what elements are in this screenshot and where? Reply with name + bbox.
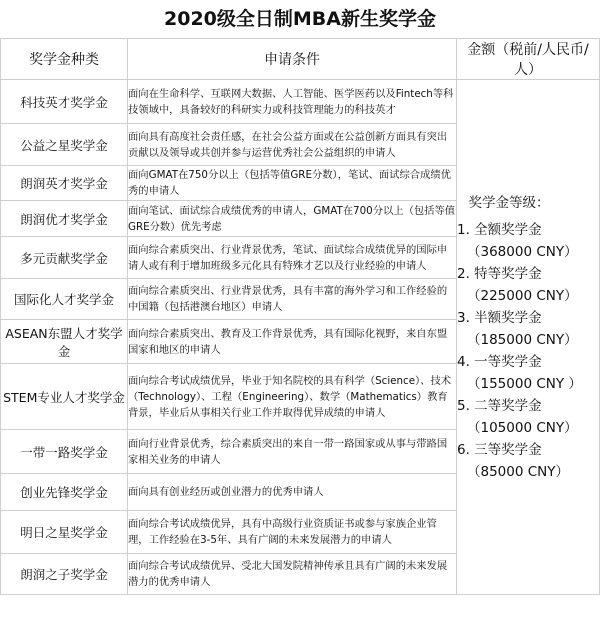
- scholarship-table: [0, 38, 600, 595]
- page-title: 2020级全日制MBA新生奖学金: [164, 8, 436, 30]
- header-row: [1, 39, 600, 80]
- level-item: [457, 439, 599, 483]
- scholarship-name: 创业先锋奖学金: [1, 474, 128, 511]
- level-value: （185000 CNY）: [467, 332, 578, 348]
- scholarship-condition: 面向行业背景优秀，综合素质突出的来自一带一路国家或从事与带路国家相关业务的申请人: [128, 430, 457, 474]
- level-item: [457, 219, 599, 263]
- scholarship-condition: 面向综合素质突出、行业背景优秀，笔试、面试综合成绩优异的国际申请人或有利于增加班级多元化具有特殊才艺以及行业经验的申请人: [128, 237, 457, 279]
- scholarship-condition: 面向笔试、面试综合成绩优秀的申请人，GMAT在700分以上（包括等值GRE分数）优先考虑: [128, 201, 457, 237]
- header-amount: 金额（税前/人民币/人）: [457, 39, 600, 80]
- scholarship-name: 多元贡献奖学金: [1, 237, 128, 279]
- scholarship-name: 明日之星奖学金: [1, 511, 128, 554]
- level-value: （155000 CNY ）: [467, 376, 582, 392]
- level-name: 5. 二等奖学金: [457, 398, 542, 414]
- scholarship-condition: 面向综合素质突出、行业背景优秀，具有丰富的海外学习和工作经验的中国籍（包括港澳台地区）申请人: [128, 279, 457, 320]
- scholarship-name: ASEAN东盟人才奖学金: [1, 320, 128, 364]
- level-value: （368000 CNY）: [467, 244, 578, 260]
- scholarship-condition: 面向GMAT在750分以上（包括等值GRE分数），笔试、面试综合成绩优秀的申请人: [128, 166, 457, 201]
- header-conditions: 申请条件: [128, 39, 457, 80]
- scholarship-name: 朗润英才奖学金: [1, 166, 128, 201]
- level-name: 2. 特等奖学金: [457, 266, 542, 282]
- level-name: 3. 半额奖学金: [457, 310, 542, 326]
- scholarship-condition: 面向综合考试成绩优异，具有中高级行业资质证书或参与家族企业管理，工作经验在3-5年、具有广阔的未来发展潜力的申请人: [128, 511, 457, 554]
- levels-heading: 奖学金等级：: [468, 195, 550, 211]
- scholarship-condition: 面向综合素质突出、教育及工作背景优秀，具有国际化视野，来自东盟国家和地区的申请人: [128, 320, 457, 364]
- level-value: （85000 CNY）: [467, 464, 570, 480]
- level-item: [457, 395, 599, 439]
- scholarship-name: 国际化人才奖学金: [1, 279, 128, 320]
- scholarship-name: 朗润之子奖学金: [1, 554, 128, 595]
- table-row: [1, 80, 600, 124]
- scholarship-name: 一带一路奖学金: [1, 430, 128, 474]
- level-name: 4. 一等奖学金: [457, 354, 542, 370]
- level-name: 6. 三等奖学金: [457, 442, 542, 458]
- scholarship-name: 科技英才奖学金: [1, 80, 128, 124]
- level-value: （105000 CNY）: [467, 420, 578, 436]
- scholarship-condition: 面向具有高度社会责任感，在社会公益方面或在公益创新方面具有突出贡献以及领导或共创并参与运营优秀社会公益组织的申请人: [128, 124, 457, 166]
- scholarship-condition: 面向综合考试成绩优异，毕业于知名院校的具有科学（Science）、技术（Technology）、工程（Engineering）、数学（Mathematics）教育背景，毕业后从事相关行业工作并取得优异成绩的申请人: [128, 364, 457, 430]
- level-name: 1. 全额奖学金: [457, 222, 542, 238]
- scholarship-condition: 面向具有创业经历或创业潜力的优秀申请人: [128, 474, 457, 511]
- level-value: （225000 CNY）: [467, 288, 578, 304]
- level-item: [457, 263, 599, 307]
- level-item: [457, 351, 599, 395]
- scholarship-name: 朗润优才奖学金: [1, 201, 128, 237]
- scholarship-condition: 面向综合考试成绩优异、受北大国发院精神传承且具有广阔的未来发展潜力的优秀申请人: [128, 554, 457, 595]
- scholarship-name: STEM专业人才奖学金: [1, 364, 128, 430]
- header-type: 奖学金种类: [1, 39, 128, 80]
- amount-cell: [457, 80, 600, 595]
- level-item: [457, 307, 599, 351]
- scholarship-name: 公益之星奖学金: [1, 124, 128, 166]
- scholarship-condition: 面向在生命科学、互联网大数据、人工智能、医学医药以及Fintech等科技领域中，具备较好的科研实力或科技管理能力的科技英才: [128, 80, 457, 124]
